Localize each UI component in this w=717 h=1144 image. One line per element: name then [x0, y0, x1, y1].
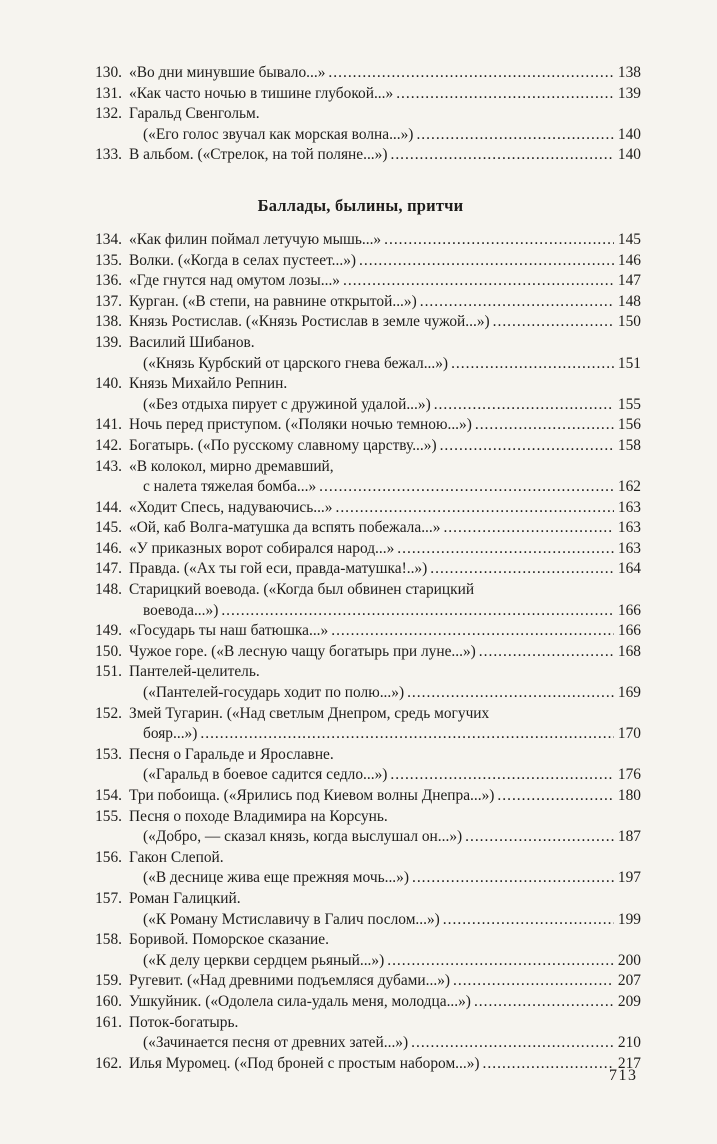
entry-title: Чужое горе. («В лесную чащу богатырь при луне...») [129, 642, 476, 660]
entry-title: Ночь перед приступом. («Поляки ночью темною...») [129, 416, 472, 434]
entry-title: Песня о походе Владимира на Корсунь. [129, 807, 388, 825]
entry-title: («Без отдыха пирует с дружиной удалой...») [143, 395, 431, 413]
entry-body [129, 518, 641, 539]
entry-title: Ушкуйник. («Одолела сила-удаль меня, молодца...») [129, 992, 471, 1010]
entry-line [129, 436, 641, 457]
entry-page: 164 [617, 560, 641, 578]
entry-page: 166 [617, 622, 641, 640]
entry-line [129, 539, 641, 560]
dot-leader [384, 230, 614, 251]
entry-title: Василий Шибанов. [129, 333, 255, 351]
entry-number: 161. [95, 1013, 122, 1031]
entry-line [129, 374, 641, 395]
dot-leader [465, 827, 614, 848]
entry-body [129, 889, 641, 930]
entry-title: («Пантелей-государь ходит по полю...») [143, 684, 405, 702]
entry-page: 140 [617, 146, 641, 164]
dot-leader [453, 971, 614, 992]
entry-body [129, 559, 641, 580]
entry-page: 151 [617, 354, 641, 372]
entry-title: Поток-богатырь. [129, 1013, 239, 1031]
entry-body [129, 930, 641, 971]
entry-title: Три побоища. («Ярились под Киевом волны Днепра...») [129, 787, 495, 804]
entry-line [129, 848, 641, 869]
entry-page: 147 [617, 272, 641, 290]
entry-body [129, 971, 641, 992]
entry-page: 210 [617, 1034, 641, 1052]
entry-page: 145 [617, 230, 641, 248]
entry-line [129, 910, 641, 931]
entry-number: 153. [95, 745, 122, 763]
section-title: Баллады, былины, притчи [257, 195, 464, 215]
toc-entry [80, 539, 641, 560]
entry-number: 130. [95, 64, 122, 81]
toc-entry [80, 333, 641, 374]
dot-leader [412, 868, 614, 889]
entry-line [129, 354, 641, 375]
entry-title: Ругевит. («Над древними подъемляся дубами...») [129, 972, 451, 990]
entry-number: 147. [95, 560, 122, 578]
dot-leader [390, 765, 614, 786]
entry-number: 142. [95, 436, 122, 454]
toc-entry [80, 518, 641, 539]
entry-page: 156 [617, 416, 641, 434]
entry-line [129, 1033, 641, 1054]
entry-line [129, 1013, 641, 1034]
entry-number: 134. [95, 230, 122, 248]
entry-page: 207 [617, 972, 641, 990]
entry-body [129, 271, 641, 292]
entry-title: («В деснице жива еще прежняя мочь...») [143, 869, 409, 887]
entry-title: Змей Тугарин. («Над светлым Днепром, средь могучих [129, 704, 490, 722]
entry-title: «Ой, каб Волга-матушка да вспять побежала...» [129, 519, 441, 537]
entry-line [129, 662, 641, 683]
entry-title: («К делу церкви сердцем рьяный...») [143, 951, 385, 969]
entry-title: бояр...») [143, 725, 198, 743]
entry-title: «Ходит Спесь, надуваючись...» [129, 498, 333, 516]
entry-page: 155 [617, 395, 641, 413]
toc-entry [80, 580, 641, 621]
dot-leader [416, 125, 614, 146]
entry-line [129, 1054, 641, 1075]
entry-page: 158 [617, 436, 641, 454]
entry-number: 143. [95, 457, 122, 475]
entry-title: Боривой. Поморское сказание. [129, 931, 329, 949]
entry-title: («Князь Курбский от царского гнева бежал...») [143, 354, 449, 372]
entry-page: 163 [617, 498, 641, 516]
dot-leader [200, 724, 614, 745]
entry-body [129, 251, 641, 272]
dot-leader [411, 1033, 614, 1054]
entry-page: 148 [617, 292, 641, 310]
entry-page: 150 [617, 313, 641, 331]
entry-line [129, 951, 641, 972]
table-of-contents [80, 63, 641, 1074]
toc-entry [80, 642, 641, 663]
entry-title: Князь Ростислав. («Князь Ростислав в земле чужой...») [129, 313, 490, 331]
entry-number: 144. [95, 498, 122, 516]
entry-line [129, 271, 641, 292]
entry-body [129, 498, 641, 519]
entry-body [129, 145, 641, 166]
entry-line [129, 457, 641, 478]
entry-title: Богатырь. («По русскому славному царству...») [129, 436, 437, 454]
toc-entry [80, 230, 641, 251]
entry-line [129, 930, 641, 951]
dot-leader [434, 395, 614, 416]
toc-entry [80, 807, 641, 848]
entry-page: 180 [617, 787, 641, 804]
dot-leader [483, 1054, 614, 1075]
dot-leader [443, 518, 614, 539]
entry-line [129, 125, 641, 146]
entry-title: «Как часто ночью в тишине глубокой...» [129, 84, 394, 102]
dot-leader [443, 910, 614, 931]
entry-body [129, 292, 641, 313]
entry-title: В альбом. («Стрелок, на той поляне...») [129, 146, 388, 164]
entry-number: 148. [95, 581, 122, 599]
entry-number: 136. [95, 272, 122, 290]
entry-page: 209 [617, 992, 641, 1010]
dot-leader [474, 992, 614, 1013]
entry-body [129, 374, 641, 415]
entry-title: («Зачинается песня от древних затей...») [143, 1034, 409, 1052]
entry-title: «Где гнутся над омутом лозы...» [129, 272, 340, 290]
toc-entry [80, 786, 641, 807]
entry-number: 146. [95, 539, 122, 557]
toc-entry [80, 145, 641, 166]
dot-leader [451, 354, 614, 375]
entry-line [129, 724, 641, 745]
entry-page: 199 [617, 910, 641, 928]
entry-page: 197 [617, 869, 641, 887]
dot-leader [396, 84, 614, 105]
entry-number: 150. [95, 642, 122, 660]
toc-entry [80, 271, 641, 292]
entry-body [129, 621, 641, 642]
dot-leader [390, 145, 614, 166]
entry-body [129, 84, 641, 105]
entry-page: 138 [617, 64, 641, 81]
entry-title: с налета тяжелая бомба...» [143, 478, 317, 496]
entry-title: «В колокол, мирно дремавший, [129, 457, 334, 475]
toc-entry [80, 457, 641, 498]
entry-body [129, 1054, 641, 1075]
entry-line [129, 642, 641, 663]
entry-number: 160. [95, 992, 122, 1010]
dot-leader [420, 292, 614, 313]
dot-leader [493, 312, 614, 333]
entry-page: 187 [617, 828, 641, 846]
entry-title: («Гаральд в боевое садится седло...») [143, 766, 388, 784]
entry-title: («Добро, — сказал князь, когда выслушал он...») [143, 828, 463, 846]
entry-line [129, 333, 641, 354]
entry-body [129, 848, 641, 889]
entry-number: 135. [95, 251, 122, 269]
entry-body [129, 333, 641, 374]
entry-number: 152. [95, 704, 122, 722]
toc-entry [80, 848, 641, 889]
toc-entry [80, 621, 641, 642]
entry-body [129, 807, 641, 848]
entry-number: 133. [95, 146, 122, 164]
dot-leader [475, 415, 614, 436]
toc-entry [80, 745, 641, 786]
toc-entry [80, 292, 641, 313]
entry-line [129, 518, 641, 539]
dot-leader [407, 683, 614, 704]
entry-page: 146 [617, 251, 641, 269]
toc-entry [80, 1013, 641, 1054]
toc-entry [80, 498, 641, 519]
entry-title: «У приказных ворот собирался народ...» [129, 539, 395, 557]
entry-number: 162. [95, 1054, 122, 1072]
toc-entry [80, 84, 641, 105]
toc-entry [80, 312, 641, 333]
entry-title: Роман Галицкий. [129, 889, 241, 907]
toc-entry [80, 374, 641, 415]
entry-line [129, 971, 641, 992]
entry-body [129, 580, 641, 621]
entry-line [129, 498, 641, 519]
entry-number: 158. [95, 931, 122, 949]
entry-line [129, 312, 641, 333]
entry-number: 156. [95, 848, 122, 866]
entry-line [129, 683, 641, 704]
entry-title: Старицкий воевода. («Когда был обвинен старицкий [129, 581, 475, 599]
entry-line [129, 786, 641, 807]
entries-list-before [80, 63, 641, 166]
entry-body [129, 539, 641, 560]
toc-entry [80, 559, 641, 580]
entry-number: 138. [95, 313, 122, 331]
entry-number: 157. [95, 889, 122, 907]
entry-page: 169 [617, 684, 641, 702]
entry-line [129, 868, 641, 889]
toc-entry [80, 436, 641, 457]
entry-line [129, 104, 641, 125]
entry-body [129, 63, 641, 84]
entry-body [129, 415, 641, 436]
entry-number: 140. [95, 375, 122, 393]
toc-entry [80, 971, 641, 992]
entry-line [129, 621, 641, 642]
entry-body [129, 662, 641, 703]
entry-page: 163 [617, 539, 641, 557]
dot-leader [497, 786, 614, 807]
dot-leader [221, 601, 614, 622]
entry-line [129, 827, 641, 848]
dot-leader [387, 951, 614, 972]
entry-line [129, 292, 641, 313]
entry-title: Гаральд Свенгольм. [129, 105, 260, 123]
dot-leader [343, 271, 614, 292]
entry-line [129, 992, 641, 1013]
entry-title: воевода...») [143, 601, 219, 619]
dot-leader [331, 621, 614, 642]
entry-line [129, 580, 641, 601]
entry-line [129, 395, 641, 416]
entry-body [129, 312, 641, 333]
dot-leader [430, 559, 614, 580]
entry-line [129, 559, 641, 580]
entry-number: 149. [95, 622, 122, 640]
entry-line [129, 807, 641, 828]
dot-leader [359, 251, 614, 272]
entry-page: 162 [617, 478, 641, 496]
entry-line [129, 84, 641, 105]
entry-number: 159. [95, 972, 122, 990]
entry-line [129, 230, 641, 251]
toc-entry [80, 992, 641, 1013]
toc-entry [80, 1054, 641, 1075]
toc-entry [80, 415, 641, 436]
toc-entry [80, 704, 641, 745]
entry-number: 145. [95, 519, 122, 537]
entry-number: 154. [95, 787, 122, 804]
entry-title: Песня о Гаральде и Ярославне. [129, 745, 334, 763]
dot-leader [328, 63, 614, 84]
entry-page: 217 [617, 1054, 641, 1072]
entry-title: Правда. («Ах ты гой еси, правда-матушка!..») [129, 560, 428, 578]
entry-body [129, 457, 641, 498]
entry-body [129, 992, 641, 1013]
entry-number: 155. [95, 807, 122, 825]
entry-number: 137. [95, 292, 122, 310]
entry-line [129, 765, 641, 786]
entry-page: 200 [617, 951, 641, 969]
entry-number: 141. [95, 416, 122, 434]
entry-page: 168 [617, 642, 641, 660]
entry-title: Волки. («Когда в селах пустеет...») [129, 251, 357, 269]
toc-entry [80, 251, 641, 272]
entry-number: 151. [95, 663, 122, 681]
entry-line [129, 415, 641, 436]
entry-title: Гакон Слепой. [129, 848, 224, 866]
entry-body [129, 745, 641, 786]
entry-body [129, 642, 641, 663]
entry-title: («К Роману Мстиславичу в Галич послом...») [143, 910, 440, 928]
entry-body [129, 230, 641, 251]
toc-entry [80, 889, 641, 930]
entry-page: 139 [617, 84, 641, 102]
dot-leader [397, 539, 614, 560]
entry-page: 140 [617, 125, 641, 143]
entry-page: 176 [617, 766, 641, 784]
entries-list-after [80, 230, 641, 1074]
entry-line [129, 601, 641, 622]
entry-body [129, 786, 641, 807]
entry-line [129, 63, 641, 84]
entry-page: 170 [617, 725, 641, 743]
entry-title: Князь Михайло Репнин. [129, 375, 288, 393]
entry-line [129, 745, 641, 766]
entry-title: Пантелей-целитель. [129, 663, 260, 681]
entry-body [129, 436, 641, 457]
toc-entry [80, 104, 641, 145]
entry-title: Курган. («В степи, на равнине открытой...») [129, 292, 417, 310]
entry-body [129, 104, 641, 145]
page-number: 713 [609, 1067, 638, 1084]
entry-title: («Его голос звучал как морская волна...») [143, 125, 414, 143]
entry-title: «Во дни минувшие бывало...» [129, 64, 326, 81]
entry-line [129, 145, 641, 166]
toc-entry [80, 662, 641, 703]
entry-line [129, 477, 641, 498]
entry-title: «Государь ты наш батюшка...» [129, 622, 329, 640]
entry-line [129, 251, 641, 272]
dot-leader [440, 436, 614, 457]
entry-page: 163 [617, 519, 641, 537]
entry-line [129, 889, 641, 910]
toc-entry [80, 63, 641, 84]
entry-page: 166 [617, 601, 641, 619]
entry-title: «Как филин поймал летучую мышь...» [129, 230, 382, 248]
entry-title: Илья Муромец. («Под броней с простым набором...») [129, 1054, 480, 1072]
dot-leader [479, 642, 614, 663]
entry-line [129, 704, 641, 725]
entry-number: 132. [95, 105, 122, 123]
dot-leader [319, 477, 614, 498]
dot-leader [335, 498, 614, 519]
toc-entry [80, 930, 641, 971]
entry-body [129, 1013, 641, 1054]
entry-body [129, 704, 641, 745]
entry-number: 139. [95, 333, 122, 351]
entry-number: 131. [95, 84, 122, 102]
